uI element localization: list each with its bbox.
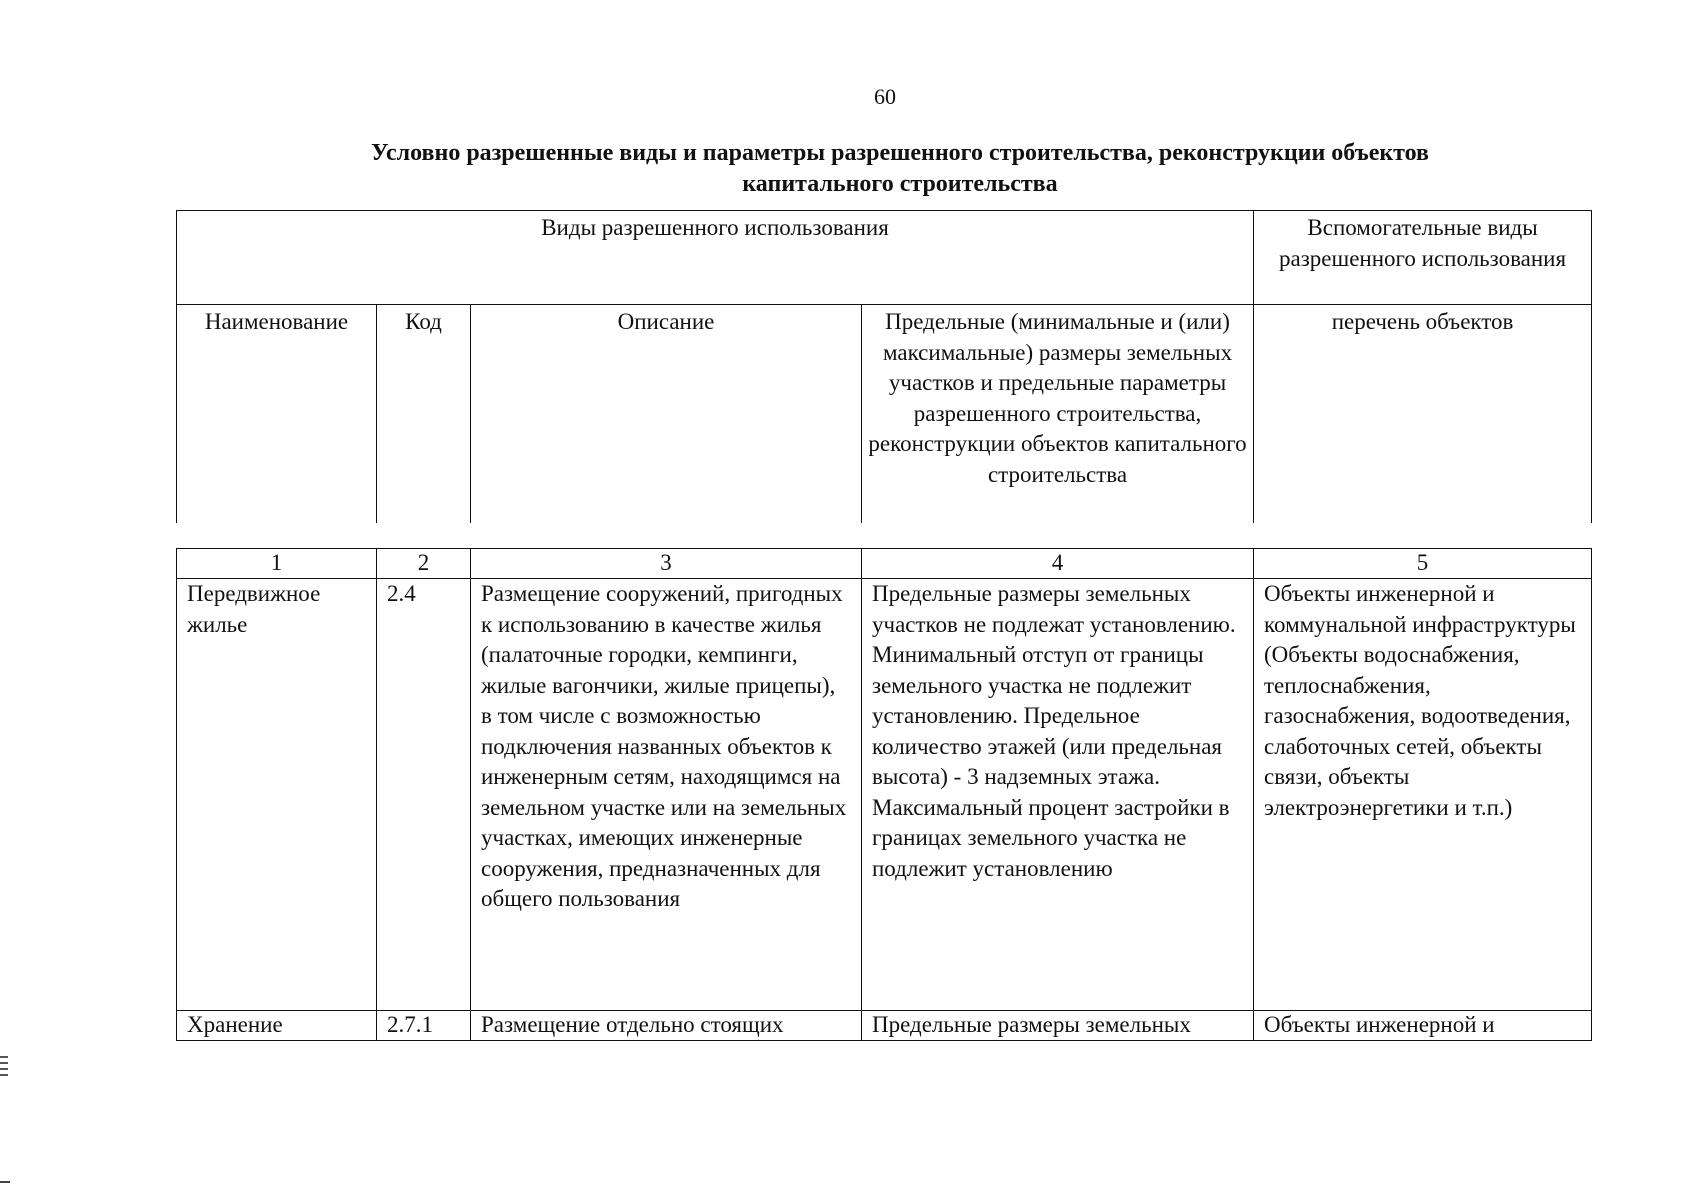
document-title bbox=[200, 138, 1600, 200]
row-code: 2.4 bbox=[377, 579, 471, 1011]
column-number: 2 bbox=[377, 549, 471, 579]
header-col-description: Описание bbox=[471, 305, 862, 523]
row-params: Предельные размеры земельных bbox=[862, 1011, 1254, 1041]
header-group-label: Виды разрешенного использования bbox=[177, 211, 1254, 305]
header-aux-label: Вспомогательные виды разрешенного использования bbox=[1254, 211, 1592, 305]
column-number: 3 bbox=[471, 549, 862, 579]
header-col-code: Код bbox=[377, 305, 471, 523]
body-table bbox=[176, 548, 1592, 1041]
row-name: Хранение bbox=[177, 1011, 377, 1041]
column-number: 5 bbox=[1254, 549, 1592, 579]
row-description: Размещение отдельно стоящих bbox=[471, 1011, 862, 1041]
row-aux: Объекты инженерной и коммунальной инфраструктуры (Объекты водоснабжения, теплоснабжения, газоснабжения, водоотведения, слаботочных сетей, объекты связи, объекты электроэнергетики и т.п.) bbox=[1254, 579, 1592, 1011]
table-row bbox=[177, 1011, 1592, 1041]
header-col-aux: перечень объектов bbox=[1254, 305, 1592, 523]
document-title-line2: капитального строительства bbox=[742, 171, 1058, 197]
column-number: 1 bbox=[177, 549, 377, 579]
header-columns-row bbox=[177, 305, 1592, 523]
row-code: 2.7.1 bbox=[377, 1011, 471, 1041]
row-aux: Объекты инженерной и bbox=[1254, 1011, 1592, 1041]
row-name: Передвижное жилье bbox=[177, 579, 377, 1011]
page-number: 60 bbox=[874, 84, 896, 109]
header-table bbox=[176, 210, 1592, 523]
row-description: Размещение сооружений, пригодных к использованию в качестве жилья (палаточные городки, кемпинги, жилые вагончики, жилые прицепы), в том числе с возможностью подключения названных объектов к инженерным сетям, находящимся на земельном участке или на земельных участках, имеющих инженерные сооружения, предназначенных для общего пользования bbox=[471, 579, 862, 1011]
row-params: Предельные размеры земельных участков не подлежат установлению. Минимальный отступ от границы земельного участка не подлежит установлению. Предельное количество этажей (или предельная высота) - 3 надземных этажа. Максимальный процент застройки в границах земельного участка не подлежит установлению bbox=[862, 579, 1254, 1011]
column-number: 4 bbox=[862, 549, 1254, 579]
scan-margin-dash bbox=[0, 1181, 10, 1183]
header-group-row bbox=[177, 211, 1592, 305]
table-row bbox=[177, 579, 1592, 1011]
column-number-row bbox=[177, 549, 1592, 579]
document-title-line1: Условно разрешенные виды и параметры разрешенного строительства, реконструкции объектов bbox=[370, 140, 1430, 166]
header-col-name: Наименование bbox=[177, 305, 377, 523]
header-col-params: Предельные (минимальные и (или) максимальные) размеры земельных участков и предельные параметры разрешенного строительства, реконструкции объектов капитального строительства bbox=[862, 305, 1254, 523]
scan-margin-marks bbox=[0, 1056, 8, 1080]
